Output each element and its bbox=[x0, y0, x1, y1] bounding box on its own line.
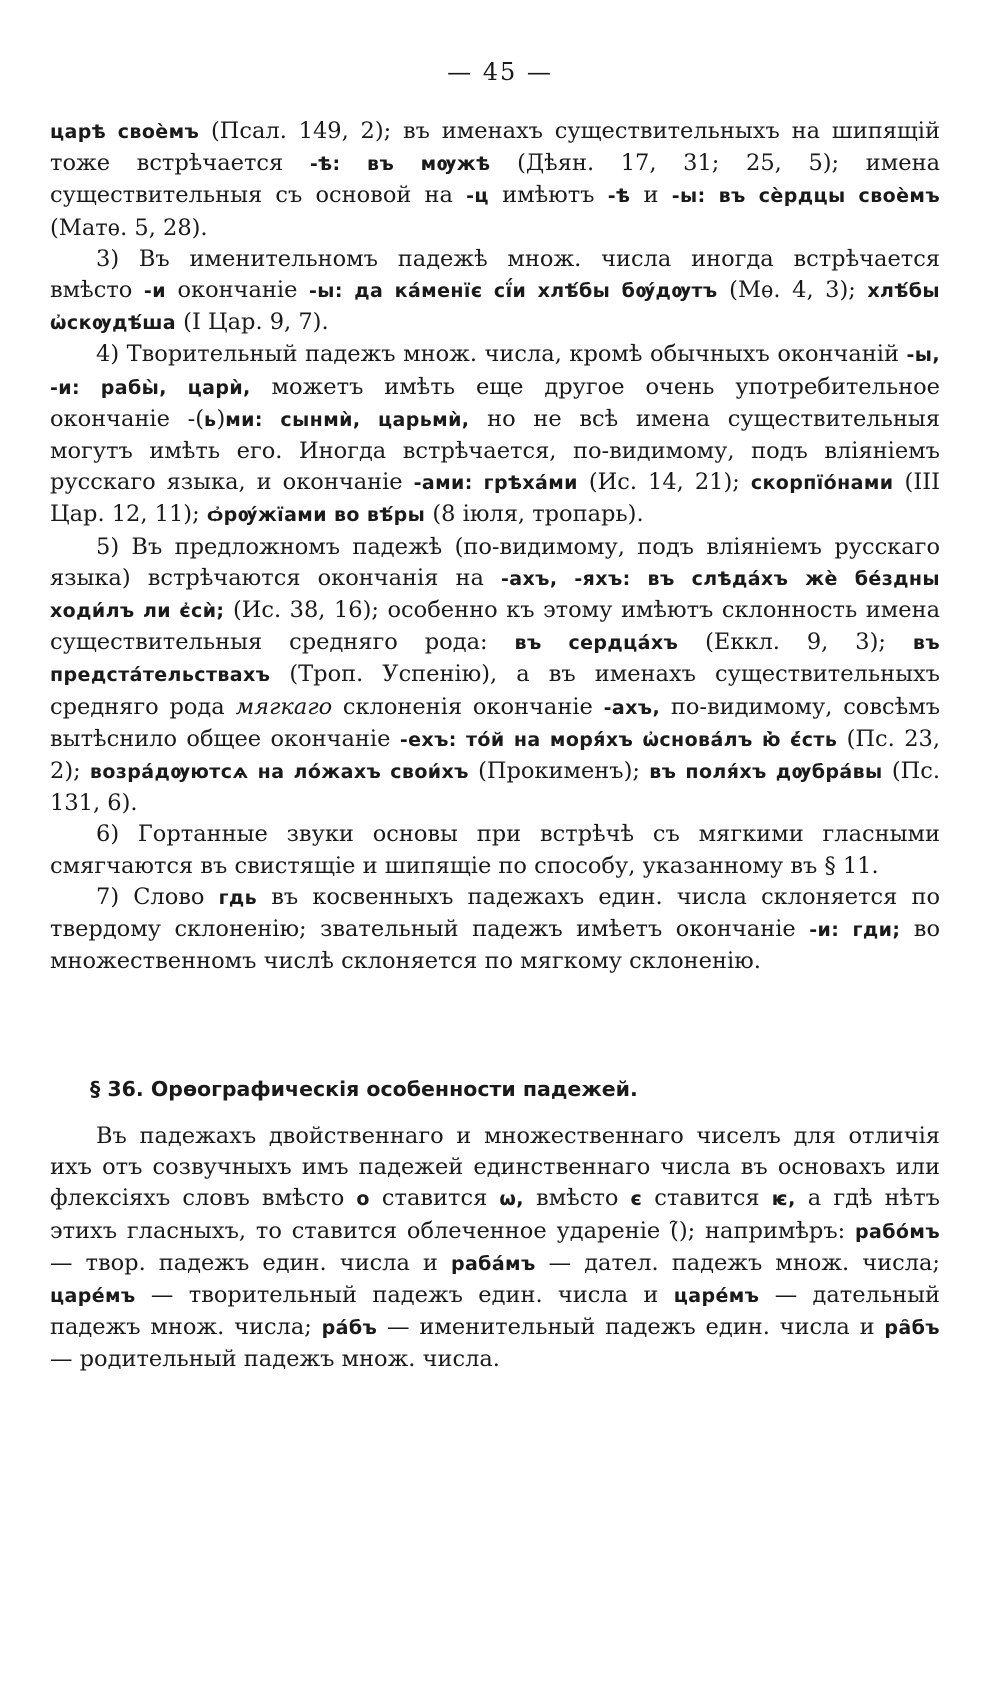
slavonic-example: -ехъ: то́й на моря́хъ ѡ҆снова́лъ ю҆̀ є҆́сть bbox=[399, 728, 838, 751]
slavonic-example: въ предста́тельствахъ bbox=[50, 632, 940, 687]
text-run: — дательный падежъ множ. числа; bbox=[50, 1282, 941, 1341]
slavonic-example: -ц bbox=[466, 185, 489, 208]
text-run: 7) Слово bbox=[96, 883, 219, 910]
text-run: 5) Въ предложномъ падежѣ (по-видимому, подъ вліяніемъ русскаго языка) встрѣчаются окончанія на bbox=[50, 533, 940, 591]
slavonic-example: -ѣ: въ мѹжѣ bbox=[309, 153, 491, 176]
slavonic-example: -и: гди; bbox=[809, 919, 901, 942]
slavonic-example: -ахъ, -яхъ: въ слѣда́хъ жѐ бе́здны ходи́лъ ли є҆сѝ; bbox=[50, 567, 940, 623]
text-run: — родительный падежъ множ. числа. bbox=[50, 1346, 500, 1373]
text-run: — именительный падежъ един. числа и bbox=[377, 1314, 885, 1341]
paragraph-6 bbox=[50, 819, 940, 881]
text-run: (Матѳ. 5, 28). bbox=[50, 214, 208, 241]
italic-term: мягкаго bbox=[235, 693, 333, 720]
paragraph-continuation bbox=[50, 116, 940, 244]
text-run: (III Цар. 12, 11); bbox=[50, 469, 940, 528]
text-run: (Пс. 131, 6). bbox=[50, 758, 940, 817]
section-text bbox=[50, 1121, 940, 1376]
slavonic-example: ми: сынмѝ, царьмѝ, bbox=[225, 408, 470, 431]
text-run: имѣютъ bbox=[488, 182, 608, 209]
text-run: 3) Въ именительномъ падежѣ множ. числа иногда встрѣчается вмѣсто bbox=[50, 245, 940, 304]
main-text bbox=[50, 116, 940, 977]
text-run: (Мѳ. 4, 3); bbox=[717, 277, 868, 304]
text-run: (Псал. 149, 2); въ именахъ существительныхъ на шипящій тоже встрѣчается bbox=[50, 118, 940, 177]
slavonic-example: -ы, -и: рабы̀, царѝ, bbox=[50, 344, 940, 399]
slavonic-example: рабо́мъ bbox=[855, 1220, 940, 1243]
text-run: (Пс. 23, 2); bbox=[50, 725, 940, 785]
slavonic-example: въ сердца́хъ bbox=[514, 632, 679, 655]
slavonic-example: скорпїо́нами bbox=[750, 472, 894, 495]
text-run: (I Цар. 9, 7). bbox=[176, 309, 329, 336]
text-run: 4) Творительный падежъ множ. числа, кромѣ обычныхъ окончаній bbox=[96, 341, 907, 368]
text-run: (Ис. 14, 21); bbox=[577, 469, 751, 496]
page-number: — 45 — bbox=[447, 58, 553, 86]
slavonic-example: ѻ҆рѹ́жїами во вѣ́ры bbox=[206, 504, 426, 527]
text-run: (Еккл. 9, 3); bbox=[678, 629, 913, 656]
text-run: (8 іюля, тропарь). bbox=[425, 501, 644, 528]
text-run: ставится bbox=[369, 1185, 500, 1212]
text-run: (Троп. Успенію), а въ именахъ существительныхъ средняго рода bbox=[50, 661, 940, 720]
text-run: 6) Гортанные звуки основы при встрѣчѣ съ мягкими гласными смягчаются въ свистящіе и шипящіе по способу, указанному въ § 11. bbox=[50, 821, 940, 879]
paragraph-4 bbox=[50, 339, 940, 531]
slavonic-example: -ы: да ка́менїє сї́и хлѣ́бы бѹ́дѹтъ bbox=[308, 280, 718, 303]
text-run: — твор. падежъ един. числа и bbox=[50, 1249, 451, 1276]
text-run: но не всѣ имена существительныя могутъ имѣть его. Иногда встрѣчается, по-видимому, подъ вліяніемъ русскаго языка, и окончаніе bbox=[50, 405, 940, 496]
text-run: по-видимому, совсѣмъ вытѣснило общее окончаніе bbox=[50, 693, 941, 752]
text-run: — творительный падежъ един. числа и bbox=[135, 1282, 674, 1309]
text-run: ) bbox=[216, 405, 226, 432]
paragraph-5 bbox=[50, 532, 940, 820]
text-run: а гдѣ нѣтъ этихъ гласныхъ, то ставится облеченное удареніе (̑); напримѣръ: bbox=[50, 1185, 940, 1244]
text-run: (Ис. 38, 16); особенно къ этому имѣютъ склонность имена существительныя средняго рода: bbox=[50, 597, 940, 656]
slavonic-example: -ахъ, bbox=[603, 696, 661, 719]
slavonic-example: -ѣ bbox=[607, 185, 631, 208]
slavonic-example: царе́мъ bbox=[673, 1285, 760, 1308]
slavonic-example: въ поля́хъ дѹбра́вы bbox=[649, 761, 883, 784]
slavonic-example: ѡ, bbox=[499, 1188, 524, 1211]
text-run: Въ падежахъ двойственнаго и множественнаго чиселъ для отличія ихъ отъ созвучныхъ имъ падежей единственнаго числа въ основахъ или флексіяхъ словъ вмѣсто bbox=[50, 1123, 940, 1212]
slavonic-example: гдь bbox=[218, 886, 258, 909]
paragraph-7 bbox=[50, 882, 940, 978]
text-run: можетъ имѣть еще другое очень употребительное окончаніе -( bbox=[50, 373, 940, 432]
paragraph-3 bbox=[50, 244, 940, 340]
text-run: во множественномъ числѣ склоняется по мягкому склоненію. bbox=[50, 916, 940, 975]
slavonic-example: ра̑бъ bbox=[884, 1317, 940, 1340]
text-run: — дател. падежъ множ. числа; bbox=[535, 1249, 940, 1276]
slavonic-example: ѥ, bbox=[771, 1188, 796, 1211]
slavonic-example: ра́бъ bbox=[321, 1317, 378, 1340]
text-run: и bbox=[630, 182, 672, 209]
slavonic-example: -и bbox=[143, 280, 166, 303]
slavonic-example: раба́мъ bbox=[450, 1252, 536, 1275]
text-run: въ косвенныхъ падежахъ един. числа склоняется по твердому склоненію; звательный падежъ имѣетъ окончаніе bbox=[50, 883, 940, 943]
slavonic-example: возра́дѹютсѧ на ло́жахъ свои́хъ bbox=[89, 761, 469, 784]
slavonic-example: є bbox=[630, 1188, 643, 1211]
text-run: (Дѣян. 17, 31; 25, 5); имена существительныя съ основой на bbox=[50, 150, 940, 209]
text-run: вмѣсто bbox=[523, 1185, 631, 1212]
section-heading: § 36. Орѳографическія особенности падежей. bbox=[90, 1077, 638, 1101]
text-run: (Прокименъ); bbox=[468, 758, 650, 785]
slavonic-example: -ы: въ сѐрдцы своѐмъ bbox=[671, 185, 940, 208]
slavonic-example: хлѣ́бы ѡ҆скѹдѣ́ша bbox=[50, 280, 940, 335]
text-run: склоненія окончаніе bbox=[332, 693, 604, 720]
slavonic-example: царѣ своѐмъ bbox=[50, 121, 200, 143]
text-run: ставится bbox=[642, 1185, 772, 1212]
slavonic-example: о bbox=[356, 1188, 370, 1211]
slavonic-example: ь bbox=[204, 408, 217, 431]
text-run: окончаніе bbox=[165, 277, 309, 304]
section-paragraph bbox=[50, 1121, 940, 1376]
slavonic-example: -ами: грѣха́ми bbox=[413, 472, 578, 495]
slavonic-example: царе́мъ bbox=[50, 1285, 136, 1308]
